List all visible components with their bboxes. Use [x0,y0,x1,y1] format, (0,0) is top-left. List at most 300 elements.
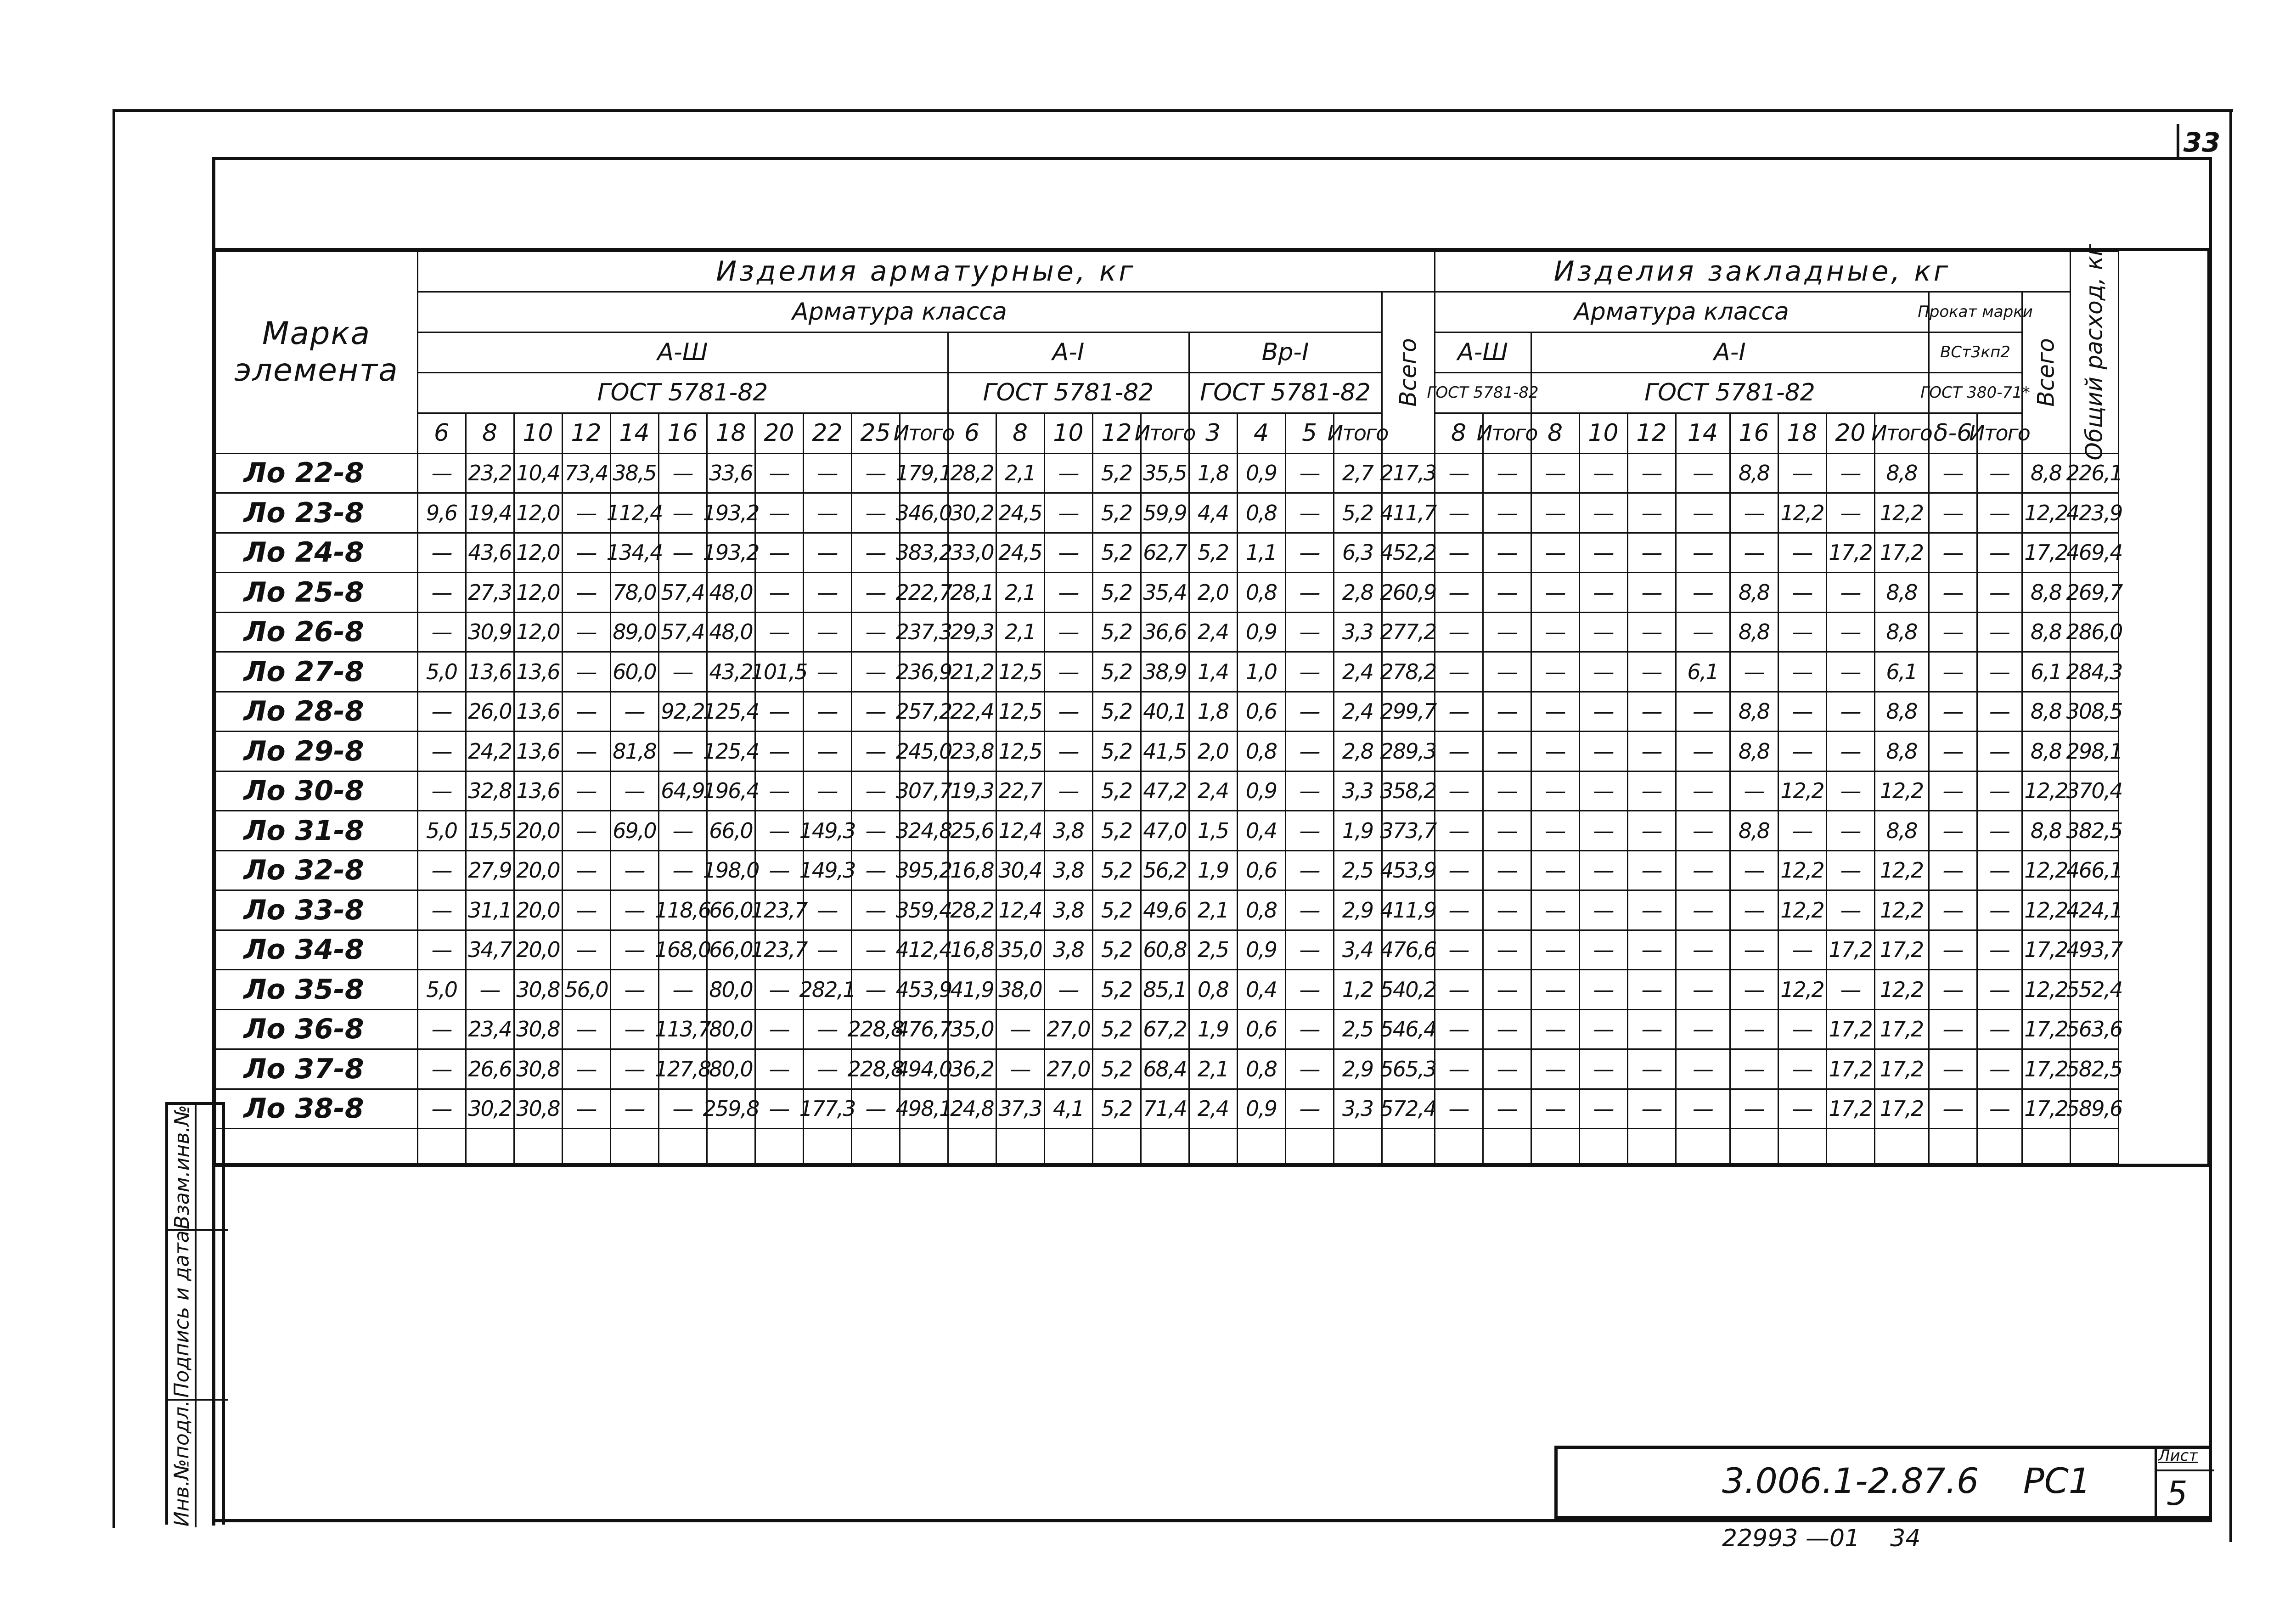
element-mark: Ло 30-8 [215,771,418,812]
table-cell: 217,3 [1381,453,1435,494]
table-cell: — [610,1009,659,1050]
table-cell: — [658,532,708,574]
title-stamp-list-divider [2155,1449,2157,1522]
table-cell: 29,3 [947,612,997,653]
table-cell: — [1675,1009,1731,1050]
table-cell: 8,8 [1729,572,1779,613]
element-mark: Ло 27-8 [215,651,418,693]
table-cell: 17,2 [2021,1088,2071,1130]
table-cell: 589,6 [2070,1088,2119,1130]
table-cell: — [754,492,804,534]
empty-cell [899,1128,949,1164]
table-cell: 12,2 [1778,771,1827,812]
table-cell: 43,6 [465,532,515,574]
diameter-diam_e_a1-2: 12 [1627,412,1677,454]
table-cell: 2,4 [1188,612,1238,653]
table-cell: — [1729,771,1779,812]
table-cell: — [610,1088,659,1130]
table-cell: — [851,453,900,494]
table-cell: — [1627,532,1677,574]
table-cell: 125,4 [706,691,756,732]
arm-class-emb-header: Арматура класса [1434,291,1930,333]
diameter-diam_bp-3: Итого [1333,412,1383,454]
table-cell: 8,8 [2021,572,2071,613]
table-cell: 24,5 [996,532,1045,574]
table-cell: 395,2 [899,850,949,891]
mark-header-line2: элемента [234,352,399,388]
table-cell: — [1434,771,1484,812]
element-mark: Ло 34-8 [215,929,418,971]
table-cell: — [1627,691,1677,732]
document-code [1722,1460,2091,1501]
table-cell: 1,9 [1188,1009,1238,1050]
table-cell: 123,7 [754,929,804,971]
table-cell: 572,4 [1381,1088,1435,1130]
table-cell: 78,0 [610,572,659,613]
side-stamp-replace: Взам.инв.№ [170,1104,194,1229]
diameter-diam_a3-4: 14 [610,412,659,454]
table-cell: 67,2 [1140,1009,1190,1050]
table-cell: 3,8 [1044,850,1093,891]
table-cell: 1,5 [1188,810,1238,851]
table-cell: — [1627,810,1677,851]
table-cell: 5,2 [1333,492,1383,534]
table-cell: 92,2 [658,691,708,732]
diameter-diam_prokat-0: δ-6 [1928,412,1978,454]
table-cell: — [1482,492,1532,534]
table-cell: 193,2 [706,532,756,574]
table-cell: — [562,810,611,851]
table-cell: — [1627,890,1677,931]
table-cell: 2,5 [1333,1009,1383,1050]
table-cell: — [1976,691,2023,732]
table-cell: 453,9 [1381,850,1435,891]
diameter-diam_a3-9: 25 [851,412,900,454]
table-cell: — [562,890,611,931]
table-cell: 24,8 [947,1088,997,1130]
table-cell: — [803,731,852,772]
table-cell: — [1729,969,1779,1010]
table-cell: — [1778,532,1827,574]
table-cell: 13,6 [513,691,563,732]
table-cell: 12,0 [513,572,563,613]
table-cell: — [562,1048,611,1090]
element-mark: Ло 29-8 [215,731,418,772]
table-cell: 1,2 [1333,969,1383,1010]
table-cell: — [562,929,611,971]
table-cell: 30,8 [513,1088,563,1130]
table-cell: 12,2 [1874,890,1930,931]
empty-cell [1434,1128,1484,1164]
table-cell: — [1675,453,1731,494]
empty-cell [947,1128,997,1164]
empty-cell [1333,1128,1383,1164]
table-cell: — [1482,890,1532,931]
table-cell: 3,8 [1044,890,1093,931]
table-cell: — [1778,1088,1827,1130]
table-cell: 17,2 [1874,929,1930,971]
table-cell: 8,8 [1874,612,1930,653]
table-cell: — [1044,969,1093,1010]
table-cell: — [1976,850,2023,891]
empty-cell [1976,1128,2023,1164]
table-cell: — [1531,492,1580,534]
empty-cell [1874,1128,1930,1164]
table-cell: 12,2 [1778,890,1827,931]
table-cell: 12,2 [1874,771,1930,812]
table-cell: — [803,453,852,494]
table-cell: 35,0 [996,929,1045,971]
class-a1-emb: А-I [1531,332,1930,373]
table-cell: — [1482,1048,1532,1090]
table-cell: 5,2 [1092,1088,1142,1130]
table-cell: — [1531,1009,1580,1050]
table-cell: 2,1 [996,612,1045,653]
table-cell: — [417,572,467,613]
table-cell: — [754,731,804,772]
table-cell: — [1285,969,1334,1010]
empty-cell [513,1128,563,1164]
table-cell: 24,2 [465,731,515,772]
table-cell: — [562,1088,611,1130]
table-cell: 49,6 [1140,890,1190,931]
table-cell: — [1826,612,1875,653]
diameter-diam_e_a1-4: 16 [1729,412,1779,454]
empty-cell [1627,1128,1677,1164]
table-cell: — [1627,771,1677,812]
table-cell: — [1928,1048,1978,1090]
table-cell: 299,7 [1381,691,1435,732]
table-cell: — [610,850,659,891]
class-a3-emb: А-Ш [1434,332,1532,373]
table-cell: — [754,771,804,812]
table-cell: — [851,771,900,812]
table-cell: — [1675,850,1731,891]
table-cell: — [1482,929,1532,971]
table-cell: — [851,731,900,772]
table-cell: — [1482,651,1532,693]
table-cell: 8,8 [2021,810,2071,851]
table-cell: 5,2 [1092,572,1142,613]
empty-cell [1675,1128,1731,1164]
element-mark: Ло 23-8 [215,492,418,534]
table-cell: 17,2 [1826,1009,1875,1050]
table-cell: — [417,731,467,772]
table-cell: — [1434,850,1484,891]
table-cell: 1,9 [1188,850,1238,891]
table-cell: 149,3 [803,810,852,851]
diameter-diam_e_a3-0: 8 [1434,412,1484,454]
diameter-diam_e_a1-3: 14 [1675,412,1731,454]
table-cell: — [1531,969,1580,1010]
table-cell: — [562,771,611,812]
table-cell: 3,8 [1044,929,1093,971]
table-cell: — [754,810,804,851]
table-cell: — [1434,969,1484,1010]
table-cell: 12,2 [2021,969,2071,1010]
table-cell: 12,5 [996,731,1045,772]
table-cell: 66,0 [706,890,756,931]
footer-code [1722,1525,1920,1552]
table-cell: — [754,572,804,613]
table-cell: 269,7 [2070,572,2119,613]
table-cell: — [1928,651,1978,693]
table-cell: — [417,1088,467,1130]
table-cell: 2,1 [1188,1048,1238,1090]
table-cell: 1,8 [1188,453,1238,494]
table-cell: 3,3 [1333,1088,1383,1130]
table-cell: 15,5 [465,810,515,851]
table-cell: 12,5 [996,691,1045,732]
table-cell: 30,2 [465,1088,515,1130]
table-cell: — [1579,572,1628,613]
table-cell: 17,2 [2021,1048,2071,1090]
table-cell: — [1928,572,1978,613]
table-cell: — [417,1048,467,1090]
table-cell: 17,2 [1874,1009,1930,1050]
table-cell: 8,8 [1729,612,1779,653]
table-cell: 12,4 [996,890,1045,931]
empty-cell [1188,1128,1238,1164]
table-cell: — [1434,731,1484,772]
table-cell: — [658,810,708,851]
table-cell: — [1434,1048,1484,1090]
empty-cell [996,1128,1045,1164]
table-cell: — [1928,850,1978,891]
vsego-embedded-text: Всего [2032,338,2060,407]
diameter-diam_e_a1-1: 10 [1579,412,1628,454]
side-stamp [165,1102,225,1525]
table-cell: — [610,1048,659,1090]
table-cell: — [1285,1048,1334,1090]
table-cell: — [1579,810,1628,851]
table-cell: 38,9 [1140,651,1190,693]
table-cell: — [1729,1009,1779,1050]
table-cell: — [1627,651,1677,693]
table-cell: 1,8 [1188,691,1238,732]
table-cell: 12,2 [2021,492,2071,534]
table-cell: 412,4 [899,929,949,971]
table-cell: — [1285,492,1334,534]
table-cell: 17,2 [2021,532,2071,574]
side-stamp-sign-cell [168,1229,196,1399]
table-cell: — [1531,850,1580,891]
diameter-diam_prokat-1: Итого [1976,412,2023,454]
table-cell: — [1729,492,1779,534]
table-cell: 196,4 [706,771,756,812]
empty-cell [610,1128,659,1164]
gost-a3: ГОСТ 5781-82 [417,372,949,414]
table-cell: 0,4 [1237,969,1286,1010]
empty-cell [1482,1128,1532,1164]
table-cell: 27,0 [1044,1009,1093,1050]
table-cell: — [1627,492,1677,534]
table-cell: 8,8 [1874,731,1930,772]
empty-cell [2070,1128,2119,1164]
element-mark: Ло 22-8 [215,453,418,494]
table-cell: 36,2 [947,1048,997,1090]
diameter-diam_a3-2: 10 [513,412,563,454]
side-stamp-sign: Подпись и дата [170,1230,194,1398]
table-cell: — [1285,651,1334,693]
table-cell: 16,8 [947,850,997,891]
gost-prokat: ГОСТ 380-71* [1928,372,2023,414]
table-cell: 13,6 [513,771,563,812]
empty-cell [1237,1128,1286,1164]
table-cell: 30,8 [513,1048,563,1090]
table-cell: 0,6 [1237,1009,1286,1050]
table-cell: 59,9 [1140,492,1190,534]
table-cell: 13,6 [465,651,515,693]
table-cell: 12,4 [996,810,1045,851]
table-cell: 2,4 [1188,1088,1238,1130]
table-cell: 2,5 [1188,929,1238,971]
table-cell: 2,9 [1333,890,1383,931]
table-cell: 0,9 [1237,453,1286,494]
table-cell: 5,2 [1092,929,1142,971]
table-cell: 17,2 [1826,929,1875,971]
table-cell: — [1044,532,1093,574]
table-cell: 546,4 [1381,1009,1435,1050]
table-cell: 0,9 [1237,612,1286,653]
table-cell: — [1482,731,1532,772]
table-cell: — [1579,771,1628,812]
table-cell: 1,1 [1237,532,1286,574]
empty-cell [1140,1128,1190,1164]
table-cell: 260,9 [1381,572,1435,613]
footer-page: 34 [1890,1525,1921,1552]
table-cell: — [417,532,467,574]
table-cell: — [754,1088,804,1130]
table-cell: — [851,929,900,971]
table-cell: 8,8 [1729,691,1779,732]
table-cell: — [851,810,900,851]
diameter-diam_a3-3: 12 [562,412,611,454]
empty-cell [562,1128,611,1164]
table-cell: 277,2 [1381,612,1435,653]
table-cell: 222,7 [899,572,949,613]
empty-cell [465,1128,515,1164]
table-cell: 5,2 [1092,453,1142,494]
table-cell: — [1729,1088,1779,1130]
table-cell: 370,4 [2070,771,2119,812]
table-cell: — [803,612,852,653]
steel-consumption-table [212,244,2211,1167]
table-cell: — [1044,651,1093,693]
table-cell: 80,0 [706,1048,756,1090]
table-cell: 6,3 [1333,532,1383,574]
table-cell: — [562,651,611,693]
table-cell: — [1928,929,1978,971]
diameter-diam_a3-7: 20 [754,412,804,454]
table-cell: — [465,969,515,1010]
element-mark: Ло 37-8 [215,1048,418,1090]
table-cell: — [1434,651,1484,693]
diameter-diam_a3-5: 16 [658,412,708,454]
class-vst: ВСт3кп2 [1928,332,2023,373]
table-cell: 0,6 [1237,691,1286,732]
element-mark: Ло 25-8 [215,572,418,613]
table-cell: 582,5 [2070,1048,2119,1090]
empty-cell [417,1128,467,1164]
table-cell: — [562,572,611,613]
table-cell: 5,2 [1092,1048,1142,1090]
table-cell: — [1531,890,1580,931]
table-cell: 257,2 [899,691,949,732]
table-cell: — [1531,651,1580,693]
table-cell: — [1531,453,1580,494]
table-cell: 411,9 [1381,890,1435,931]
table-cell: 47,2 [1140,771,1190,812]
table-cell: — [1285,731,1334,772]
table-cell: 4,1 [1044,1088,1093,1130]
table-cell: — [1778,691,1827,732]
table-cell: 21,2 [947,651,997,693]
table-cell: — [1675,771,1731,812]
table-cell: 38,0 [996,969,1045,1010]
table-cell: 28,1 [947,572,997,613]
empty-cell [1381,1128,1435,1164]
table-cell: — [1928,1088,1978,1130]
table-cell: 12,0 [513,612,563,653]
table-cell: 1,4 [1188,651,1238,693]
table-cell: 23,2 [465,453,515,494]
table-cell: 17,2 [2021,1009,2071,1050]
table-cell: — [1285,929,1334,971]
group-embedded: Изделия закладные, кг [1434,251,2071,293]
empty-cell [1928,1128,1978,1164]
table-cell: 113,7 [658,1009,708,1050]
empty-cell [1826,1128,1875,1164]
table-cell: — [1675,929,1731,971]
table-cell: — [851,651,900,693]
table-cell: 2,8 [1333,731,1383,772]
element-mark: Ло 28-8 [215,691,418,732]
table-cell: — [1778,810,1827,851]
document-code-main: 3.006.1-2.87.6 [1722,1460,1979,1501]
element-mark: Ло 35-8 [215,969,418,1010]
table-cell: 0,8 [1237,1048,1286,1090]
table-cell: — [1482,1088,1532,1130]
table-cell: — [1729,651,1779,693]
table-cell: 60,8 [1140,929,1190,971]
table-cell: 0,8 [1237,731,1286,772]
table-cell: — [1285,572,1334,613]
table-cell: 8,8 [1874,572,1930,613]
table-cell: — [1675,532,1731,574]
diameter-diam_e_a1-5: 18 [1778,412,1827,454]
table-cell: — [1044,612,1093,653]
table-cell: — [1976,969,2023,1010]
table-cell: 69,0 [610,810,659,851]
diameter-diam_a1-3: 12 [1092,412,1142,454]
table-cell: 373,7 [1381,810,1435,851]
table-cell: — [610,929,659,971]
page-number: 33 [2183,127,2221,158]
table-cell: 466,1 [2070,850,2119,891]
table-cell: 168,0 [658,929,708,971]
table-cell: 27,0 [1044,1048,1093,1090]
table-cell: 57,4 [658,612,708,653]
footer-code-main: 22993 —01 [1722,1525,1860,1552]
table-cell: 41,5 [1140,731,1190,772]
empty-cell [851,1128,900,1164]
table-cell: 359,4 [899,890,949,931]
table-cell: 540,2 [1381,969,1435,1010]
table-cell: 286,0 [2070,612,2119,653]
table-cell: 12,2 [1778,492,1827,534]
table-cell: 30,8 [513,1009,563,1050]
